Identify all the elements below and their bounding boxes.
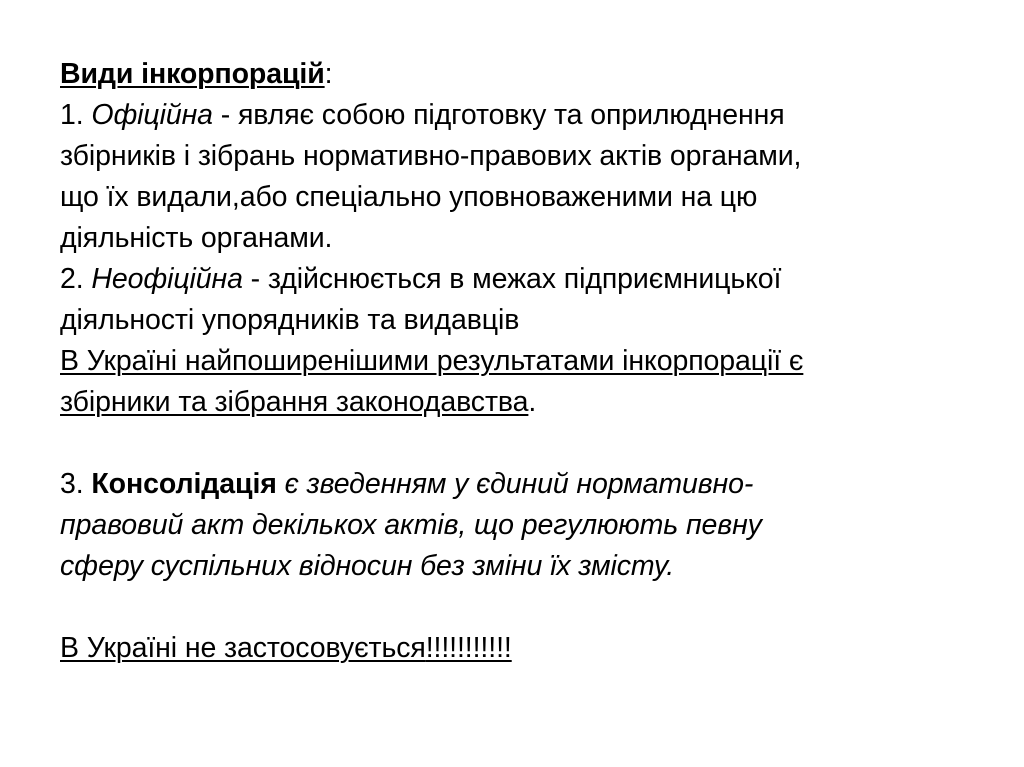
item1-term: Офіційна [91, 99, 213, 131]
item2-line1 [60, 259, 980, 300]
spacer [60, 423, 980, 464]
heading-line [60, 54, 980, 95]
item1-text-1: - являє собою підготовку та оприлюднення [212, 99, 785, 131]
item3-line3: сферу суспільних відносин без зміни їх змісту. [60, 550, 675, 582]
item1-line1 [60, 95, 980, 136]
ukraine-note-text-2: збірники та зібрання законодавства [60, 386, 529, 418]
ukraine-note-line2 [60, 382, 980, 423]
spacer [60, 587, 980, 628]
heading-colon: : [324, 58, 333, 90]
item1-line2: збірників і зібрань нормативно-правових актів органами, [60, 140, 802, 172]
item1-number: 1. [60, 99, 92, 131]
ukraine-note-line1: В Україні найпоширенішими результатами інкорпорації є [60, 345, 804, 377]
item1-line3: що їх видали,або спеціально уповноваженими на цю [60, 181, 758, 213]
item2-term: Неофіційна [91, 263, 243, 295]
item2-text-1: - здійснюється в межах підприємницької [242, 263, 782, 295]
item3-line1 [60, 464, 980, 505]
closing-text: В Україні не застосовується [60, 632, 426, 664]
item3-text-1: є зведенням у єдиний нормативно- [276, 468, 754, 500]
item2-line2: діяльності упорядників та видавців [60, 304, 520, 336]
slide-body [60, 54, 980, 669]
item2-number: 2. [60, 263, 92, 295]
item1-line4: діяльність органами. [60, 222, 333, 254]
closing-exclaims: !!!!!!!!!!! [425, 632, 512, 664]
item3-term: Консолідація [91, 468, 277, 500]
ukraine-note-period: . [528, 386, 537, 418]
item3-number: 3. [60, 468, 92, 500]
closing-line [60, 628, 980, 669]
item3-line2: правовий акт декількох актів, що регулюють певну [60, 509, 762, 541]
heading-title: Види інкорпорацій [60, 58, 325, 90]
